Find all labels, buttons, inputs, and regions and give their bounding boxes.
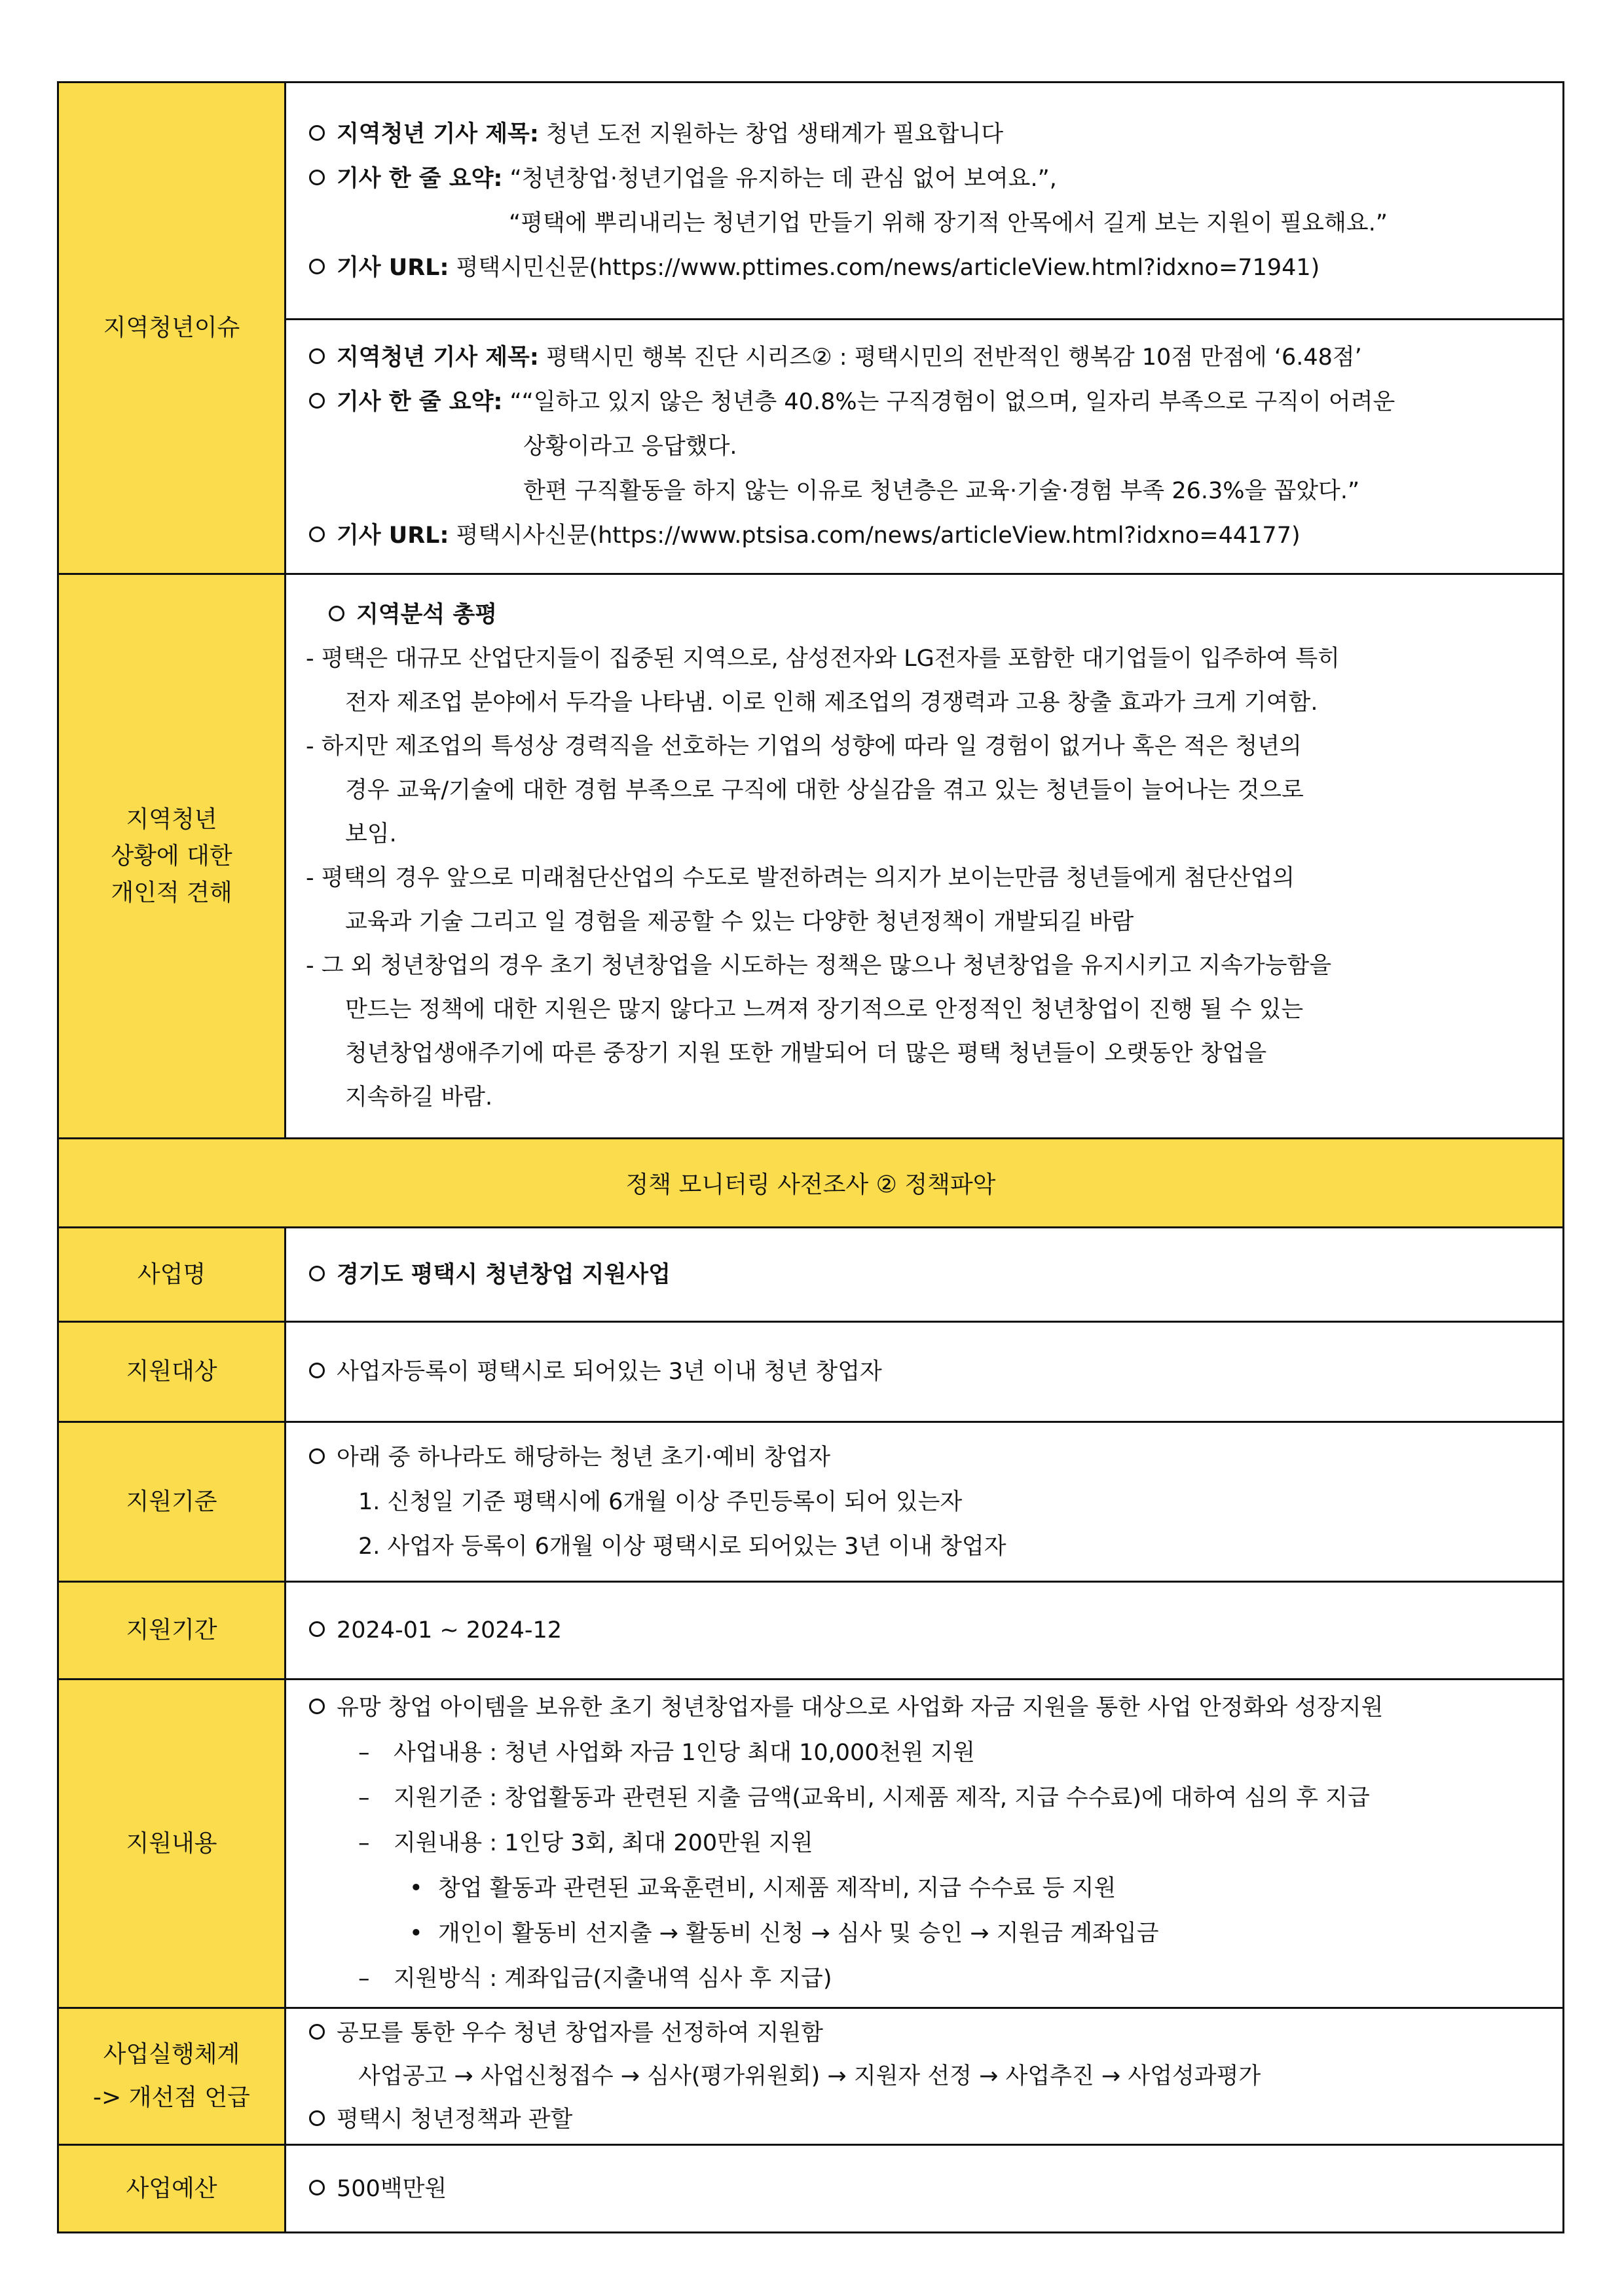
article2-title-line (286, 335, 1562, 380)
article1-url[interactable]: 평택시민신문(https://www.pttimes.com/news/articleView.html?idxno=71941) (449, 254, 1320, 281)
opinion-heading (306, 593, 1562, 637)
circle-bullet-icon (309, 526, 325, 542)
budget-label: 사업예산 (126, 2175, 217, 2202)
content-label: 지원내용 (126, 1829, 217, 1857)
content-bullet-line-2 (286, 1911, 1562, 1956)
article1-cell (286, 83, 1564, 320)
article2-summary-line2 (286, 424, 1562, 469)
opinion-heading-text: 지역분석 총평 (356, 601, 498, 628)
business-name-cell (286, 1228, 1564, 1322)
circle-bullet-icon (309, 1448, 325, 1464)
dash-icon: – (358, 1966, 370, 1992)
opinion-line: 보임. (345, 820, 397, 847)
article1-title-line (286, 112, 1562, 156)
opinion-label-3: 개인적 견해 (111, 879, 232, 906)
content-dash-2: 지원기준 : 창업활동과 관련된 지출 금액(교육비, 시제품 제작, 지급 수수료)에 대하여 심의 후 지급 (394, 1785, 1370, 1811)
execution-line-1 (286, 2011, 1562, 2055)
article1-title-key: 지역청년 기사 제목: (337, 120, 539, 147)
article2-summary-2: 상황이라고 응답했다. (523, 433, 737, 460)
criteria-intro: 아래 중 하나라도 해당하는 청년 초기·예비 창업자 (337, 1444, 831, 1471)
circle-bullet-icon (309, 2110, 325, 2126)
article1-summary-key: 기사 한 줄 요약: (337, 165, 503, 192)
criteria-label: 지원기준 (126, 1488, 217, 1515)
content-intro: 유망 창업 아이템을 보유한 초기 청년창업자를 대상으로 사업화 자금 지원을 통한 사업 안정화와 성장지원 (337, 1695, 1384, 1721)
opinion-line: - 평택은 대규모 산업단지들이 집중된 지역으로, 삼성전자와 LG전자를 포함한 대기업들이 입주하여 특히 (306, 645, 1340, 672)
budget-cell (286, 2145, 1564, 2233)
execution-text-1: 공모를 통한 우수 청년 창업자를 선정하여 지원함 (337, 2020, 823, 2046)
budget-label-cell (58, 2145, 286, 2233)
criteria-cell (286, 1422, 1564, 1582)
content-label-cell (58, 1680, 286, 2008)
target-label-cell (58, 1322, 286, 1422)
criteria-label-cell (58, 1422, 286, 1582)
circle-bullet-icon (329, 606, 344, 621)
issue-label: 지역청년이슈 (103, 314, 240, 341)
article2-title: 평택시민 행복 진단 시리즈② : 평택시민의 전반적인 행복감 10점 만점에 ‘6.48점’ (538, 344, 1362, 371)
business-name-value: 경기도 평택시 청년창업 지원사업 (337, 1261, 671, 1288)
execution-label-2: -> 개선점 언급 (93, 2084, 250, 2111)
period-cell (286, 1582, 1564, 1680)
content-dash-1: 사업내용 : 청년 사업화 자금 1인당 최대 10,000천원 지원 (394, 1740, 975, 1766)
business-name-line (286, 1253, 1562, 1297)
circle-bullet-icon (309, 1698, 325, 1714)
dash-icon: – (358, 1785, 370, 1811)
opinion-label-2: 상황에 대한 (111, 842, 232, 870)
opinion-cell (286, 574, 1564, 1139)
circle-bullet-icon (309, 348, 325, 364)
target-cell (286, 1322, 1564, 1422)
execution-text-3: 평택시 청년정책과 관할 (337, 2106, 573, 2133)
circle-bullet-icon (309, 393, 325, 409)
opinion-line: 교육과 기술 그리고 일 경험을 제공할 수 있는 다양한 청년정책이 개발되길 바람 (345, 908, 1134, 935)
opinion-line: 지속하길 바람. (345, 1084, 493, 1111)
article2-url[interactable]: 평택시사신문(https://www.ptsisa.com/news/articleView.html?idxno=44177) (449, 523, 1301, 549)
bullet-icon: • (409, 1920, 423, 1947)
circle-bullet-icon (309, 1621, 325, 1637)
circle-bullet-icon (309, 259, 325, 274)
article2-summary-3: 한편 구직활동을 하지 않는 이유로 청년층은 교육·기술·경험 부족 26.3%을 꼽았다.” (523, 478, 1360, 504)
budget-value: 500백만원 (337, 2175, 447, 2202)
business-name-label-cell (58, 1228, 286, 1322)
content-dash-3: 지원내용 : 1인당 3회, 최대 200만원 지원 (394, 1830, 813, 1856)
circle-bullet-icon (309, 2180, 325, 2195)
execution-text-2: 사업공고 → 사업신청접수 → 심사(평가위원회) → 지원자 선정 → 사업추진 → 사업성과평가 (358, 2063, 1261, 2089)
dash-icon: – (358, 1830, 370, 1856)
execution-line-3 (286, 2098, 1562, 2141)
circle-bullet-icon (309, 125, 325, 141)
period-label-cell (58, 1582, 286, 1680)
content-dash-line-1 (286, 1731, 1562, 1776)
target-line (286, 1349, 1562, 1394)
circle-bullet-icon (309, 170, 325, 185)
article1-summary-1: “청년창업·청년기업을 유지하는 데 관심 없어 보여요.”, (502, 165, 1057, 192)
opinion-line: 전자 제조업 분야에서 두각을 나타냄. 이로 인해 제조업의 경쟁력과 고용 창출 효과가 크게 기여함. (345, 689, 1318, 716)
opinion-label-1: 지역청년 (126, 805, 217, 833)
content-dash-4: 지원방식 : 계좌입금(지출내역 심사 후 지급) (394, 1966, 832, 1992)
circle-bullet-icon (309, 2024, 325, 2040)
policy-section-header (58, 1139, 1564, 1228)
issue-label-cell (58, 83, 286, 574)
opinion-label-cell (58, 574, 286, 1139)
article2-title-key: 지역청년 기사 제목: (337, 344, 539, 371)
article2-cell (286, 320, 1564, 574)
budget-line (286, 2167, 1562, 2211)
period-line (286, 1608, 1562, 1653)
opinion-line: - 그 외 청년창업의 경우 초기 청년창업을 시도하는 정책은 많으나 청년창업을 유지시키고 지속가능함을 (306, 952, 1332, 979)
opinion-line: 경우 교육/기술에 대한 경험 부족으로 구직에 대한 상실감을 겪고 있는 청년들이 늘어나는 것으로 (345, 777, 1304, 803)
content-bullet-2: 개인이 활동비 선지출 → 활동비 신청 → 심사 및 승인 → 지원금 계좌입금 (438, 1920, 1159, 1947)
period-value: 2024-01 ~ 2024-12 (337, 1617, 563, 1643)
opinion-line: 청년창업생애주기에 따른 중장기 지원 또한 개발되어 더 많은 평택 청년들이 오랫동안 창업을 (345, 1040, 1267, 1067)
article2-summary-line3 (286, 469, 1562, 513)
content-bullet-1: 창업 활동과 관련된 교육훈련비, 시제품 제작비, 지급 수수료 등 지원 (438, 1875, 1116, 1901)
article1-summary-2: “평택에 뿌리내리는 청년기업 만들기 위해 장기적 안목에서 길게 보는 지원이 필요해요.” (509, 210, 1388, 236)
article1-summary-line2 (286, 201, 1562, 246)
article1-url-line (286, 246, 1562, 290)
content-dash-line-2 (286, 1776, 1562, 1821)
criteria-item-1: 1. 신청일 기준 평택시에 6개월 이상 주민등록이 되어 있는자 (358, 1488, 963, 1515)
business-name-label: 사업명 (137, 1260, 206, 1288)
content-cell (286, 1680, 1564, 2008)
article2-summary-line (286, 380, 1562, 424)
criteria-intro-line (286, 1435, 1562, 1480)
policy-header-text: 정책 모니터링 사전조사 ② 정책파악 (625, 1171, 996, 1198)
content-bullet-line-1 (286, 1866, 1562, 1911)
content-dash-line-3 (286, 1821, 1562, 1866)
article2-url-line (286, 513, 1562, 558)
opinion-line: - 하지만 제조업의 특성상 경력직을 선호하는 기업의 성향에 따라 일 경험이 없거나 혹은 적은 청년의 (306, 733, 1302, 760)
circle-bullet-icon (309, 1266, 325, 1281)
target-value: 사업자등록이 평택시로 되어있는 3년 이내 청년 창업자 (337, 1359, 882, 1385)
opinion-line: 만드는 정책에 대한 지원은 많지 않다고 느껴져 장기적으로 안정적인 청년창업이 진행 될 수 있는 (345, 996, 1304, 1023)
dash-icon: – (358, 1740, 370, 1766)
circle-bullet-icon (309, 1363, 325, 1378)
execution-cell (286, 2008, 1564, 2145)
article2-summary-key: 기사 한 줄 요약: (337, 389, 503, 415)
criteria-item-2: 2. 사업자 등록이 6개월 이상 평택시로 되어있는 3년 이내 창업자 (358, 1533, 1006, 1560)
article1-summary-line (286, 156, 1562, 201)
period-label: 지원기간 (126, 1617, 217, 1643)
article2-summary-1: ““일하고 있지 않은 청년층 40.8%는 구직경험이 없으며, 일자리 부족으로 구직이 어려운 (502, 389, 1395, 415)
content-intro-line (286, 1685, 1562, 1731)
execution-label-cell (58, 2008, 286, 2145)
article1-title: 청년 도전 지원하는 창업 생태계가 필요합니다 (538, 120, 1004, 147)
bullet-icon: • (409, 1875, 423, 1901)
content-dash-line-4 (286, 1956, 1562, 2002)
article2-url-key: 기사 URL: (337, 523, 449, 549)
article1-url-key: 기사 URL: (337, 254, 449, 281)
opinion-line: - 평택의 경우 앞으로 미래첨단산업의 수도로 발전하려는 의지가 보이는만큼 청년들에게 첨단산업의 (306, 864, 1295, 891)
policy-report-table (57, 81, 1564, 2233)
target-label: 지원대상 (126, 1358, 217, 1385)
execution-label-1: 사업실행체계 (103, 2041, 240, 2068)
